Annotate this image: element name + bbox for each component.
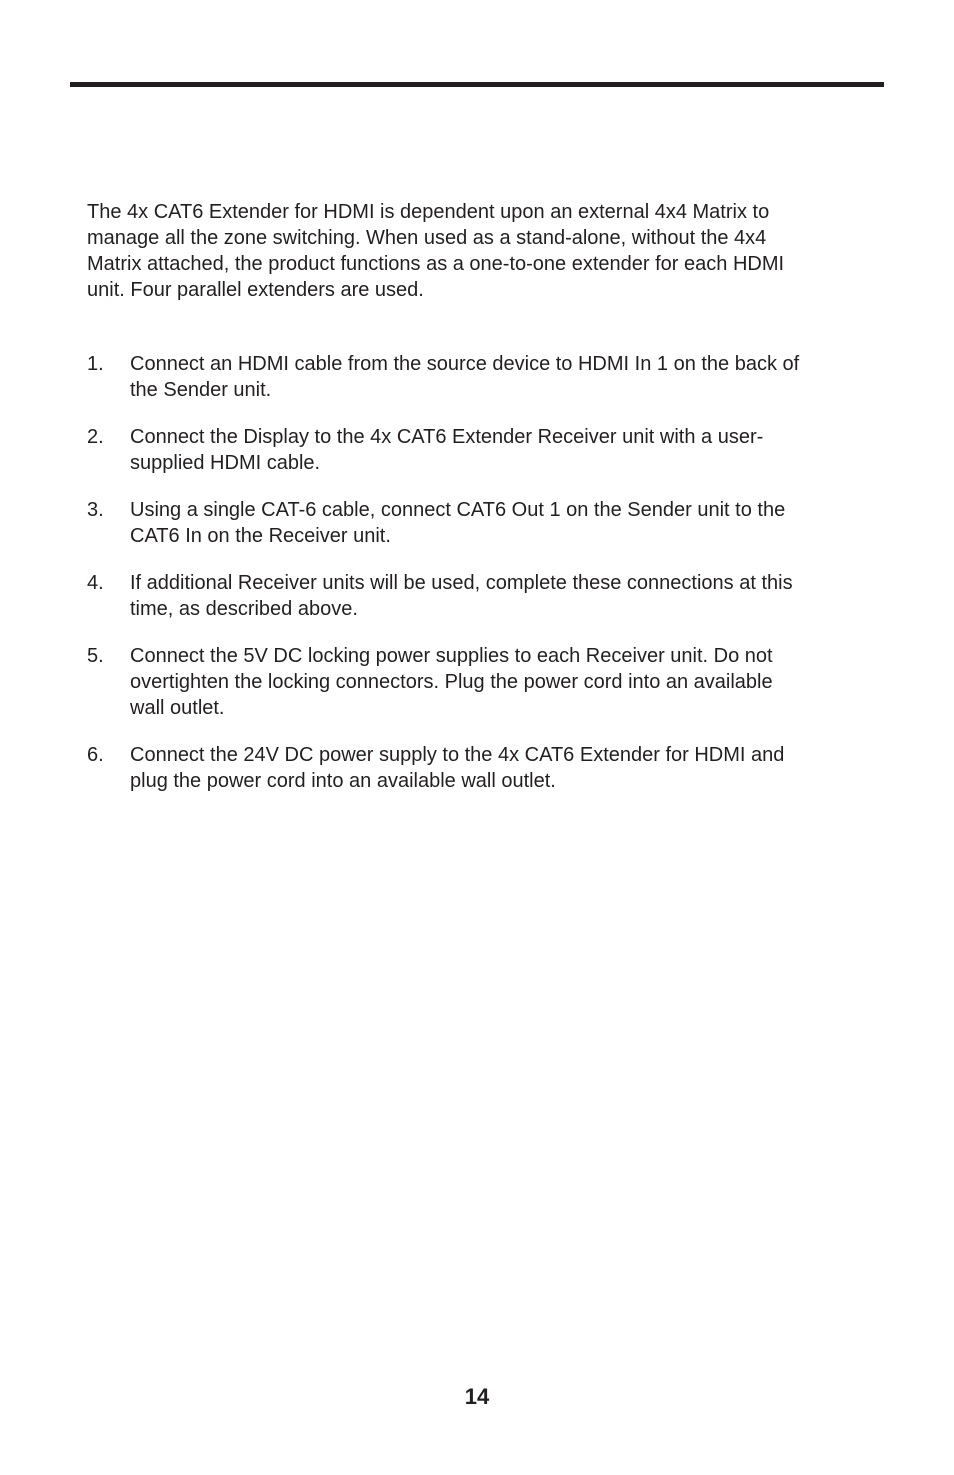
step-number: 5. bbox=[87, 645, 104, 667]
step-number: 2. bbox=[87, 426, 104, 448]
step-number: 1. bbox=[87, 353, 104, 375]
step-text: Connect the Display to the 4x CAT6 Extender Receiver unit with a user- supplied HDMI cable. bbox=[130, 426, 764, 474]
list-item bbox=[87, 424, 877, 476]
step-text: Connect the 24V DC power supply to the 4x CAT6 Extender for HDMI and plug the power cord into an available wall outlet. bbox=[130, 744, 785, 792]
step-text: Connect the 5V DC locking power supplies to each Receiver unit. Do not overtighten the locking connectors. Plug the power cord into an available wall outlet. bbox=[130, 645, 773, 719]
header-rule bbox=[70, 82, 884, 87]
step-number: 4. bbox=[87, 572, 104, 594]
step-text: If additional Receiver units will be used, complete these connections at this time, as described above. bbox=[130, 572, 793, 620]
page-number: 14 bbox=[464, 1384, 490, 1409]
list-item bbox=[87, 351, 877, 403]
step-text: Using a single CAT-6 cable, connect CAT6 Out 1 on the Sender unit to the CAT6 In on the Receiver unit. bbox=[130, 499, 786, 547]
instruction-list bbox=[87, 351, 877, 815]
step-number: 3. bbox=[87, 499, 104, 521]
step-text: Connect an HDMI cable from the source device to HDMI In 1 on the back of the Sender unit. bbox=[130, 353, 800, 401]
intro-paragraph: The 4x CAT6 Extender for HDMI is dependent upon an external 4x4 Matrix to manage all the zone switching. When used as a stand-alone, without the 4x4 Matrix attached, the product functions as a one-to-one extender for each HDMI unit. Four parallel extenders are used. bbox=[87, 201, 785, 301]
step-number: 6. bbox=[87, 744, 104, 766]
list-item bbox=[87, 497, 877, 549]
list-item bbox=[87, 570, 877, 622]
list-item bbox=[87, 742, 877, 794]
list-item bbox=[87, 643, 877, 721]
